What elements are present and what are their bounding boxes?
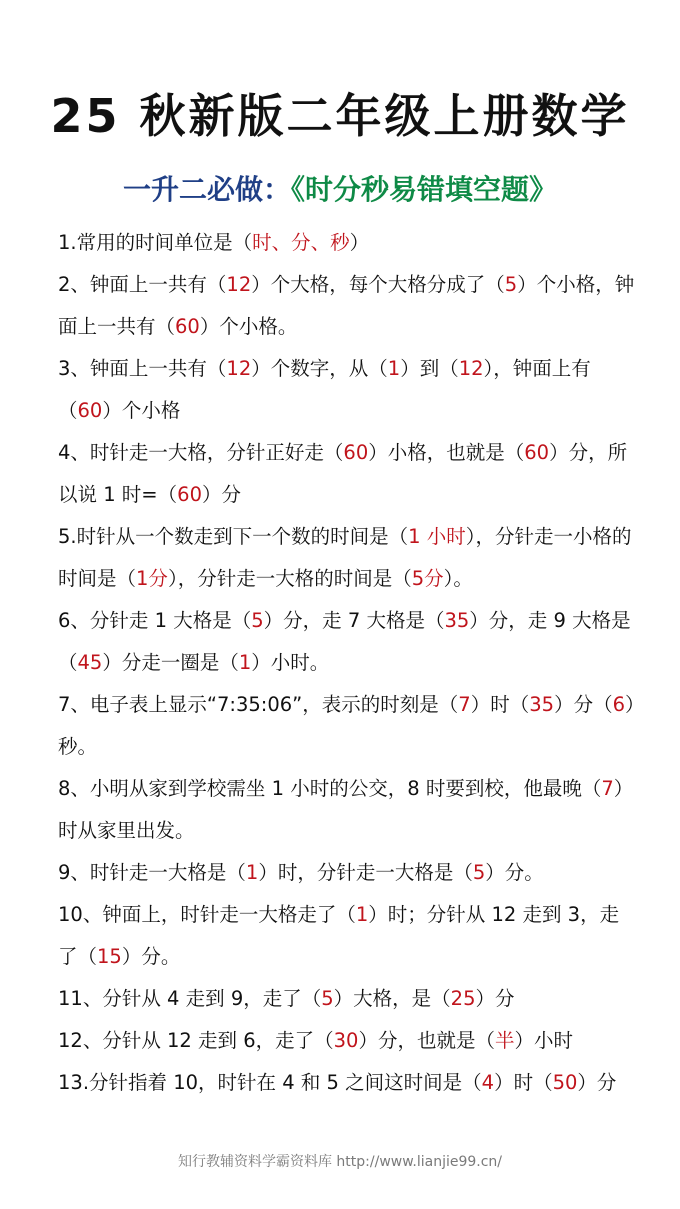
question-text: ），钟面上有（ xyxy=(58,357,591,422)
answer-text: 60 xyxy=(343,441,369,464)
answer-text: 5 xyxy=(251,609,264,632)
question-text: 5.时针从一个数走到下一个数的时间是（ xyxy=(58,525,409,548)
question-text: ）。 xyxy=(443,567,473,590)
question-item xyxy=(58,768,638,852)
answer-text: 60 xyxy=(77,399,103,422)
question-item xyxy=(58,852,638,894)
answer-text: 半 xyxy=(494,1029,515,1052)
answer-text: 12 xyxy=(226,357,252,380)
question-text: ）分 xyxy=(201,483,241,506)
question-text: ）分 xyxy=(577,1071,617,1094)
question-text: ）个小格，钟面上一共有（ xyxy=(58,273,635,338)
question-item xyxy=(58,684,638,768)
question-text: 10、钟面上，时针走一大格走了（ xyxy=(58,903,356,926)
answer-text: 4 xyxy=(481,1071,495,1094)
question-text: 4、时针走一大格，分针正好走（ xyxy=(58,441,344,464)
question-text: ），分针走一小格的时间是（ xyxy=(58,525,632,590)
question-text: 9、时针走一大格是（ xyxy=(58,861,246,884)
answer-text: 5分 xyxy=(411,567,444,590)
subtitle-highlight: 《时分秒易错填空题》 xyxy=(291,173,558,206)
answer-text: 12 xyxy=(226,273,252,296)
question-item xyxy=(58,516,638,600)
question-text: ）秒。 xyxy=(58,693,635,758)
question-text: 2、钟面上一共有（ xyxy=(58,273,227,296)
answer-text: 1分 xyxy=(136,567,168,590)
question-text: ）分（ xyxy=(554,693,613,716)
question-list xyxy=(58,222,638,1104)
answer-text: 12 xyxy=(458,357,484,380)
question-text: ），分针走一大格的时间是（ xyxy=(167,567,412,590)
question-text: 11、分针从 4 走到 9，走了（ xyxy=(58,987,322,1010)
question-item xyxy=(58,600,638,684)
answer-text: 7 xyxy=(601,777,614,800)
question-text: ）时从家里出发。 xyxy=(58,777,634,842)
answer-text: 7 xyxy=(458,693,471,716)
answer-text: 15 xyxy=(97,945,122,968)
question-text: ）分，走 9 大格是（ xyxy=(58,609,631,674)
answer-text: 5 xyxy=(504,273,518,296)
subtitle xyxy=(0,170,680,210)
answer-text: 1 xyxy=(238,651,252,674)
answer-text: 50 xyxy=(552,1071,578,1094)
question-text: ）分走一圈是（ xyxy=(102,651,239,674)
question-text: ）分，也就是（ xyxy=(358,1029,495,1052)
answer-text: 时、分、秒 xyxy=(252,231,350,254)
question-item xyxy=(58,348,638,432)
question-text: 3、钟面上一共有（ xyxy=(58,357,227,380)
question-text: ） xyxy=(349,231,370,254)
answer-text: 1 小时 xyxy=(408,525,466,548)
answer-text: 60 xyxy=(175,315,200,338)
question-text: 7、电子表上显示“7:35:06”，表示的时刻是（ xyxy=(58,693,459,716)
answer-text: 35 xyxy=(529,693,555,716)
subtitle-prefix: 一升二必做： xyxy=(122,173,291,206)
question-text: ）时（ xyxy=(470,693,530,716)
question-text: 6、分针走 1 大格是（ xyxy=(58,609,252,632)
question-text: ）小格，也就是（ xyxy=(368,441,525,464)
answer-text: 35 xyxy=(444,609,470,632)
answer-text: 1 xyxy=(245,861,259,884)
question-text: ）个大格，每个大格分成了（ xyxy=(251,273,505,296)
question-text: ）分。 xyxy=(121,945,181,968)
question-text: ）时；分针从 12 走到 3，走了（ xyxy=(58,903,620,968)
question-text: 13.分针指着 10，时针在 4 和 5 之间这时间是（ xyxy=(58,1071,482,1094)
question-item xyxy=(58,894,638,978)
answer-text: 45 xyxy=(77,651,103,674)
answer-text: 60 xyxy=(524,441,550,464)
question-text: ）分 xyxy=(475,987,515,1010)
question-item xyxy=(58,1062,638,1104)
answer-text: 1 xyxy=(387,357,401,380)
footer-watermark: 知行教辅资料学霸资料库 http://www.lianjie99.cn/ xyxy=(177,1154,503,1170)
answer-text: 5 xyxy=(321,987,334,1010)
page-title: 25 秋新版二年级上册数学 xyxy=(50,89,630,143)
answer-text: 6 xyxy=(612,693,625,716)
answer-text: 30 xyxy=(333,1029,359,1052)
question-text: ）时，分针走一大格是（ xyxy=(258,861,473,884)
question-text: ）小时 xyxy=(514,1029,574,1052)
answer-text: 1 xyxy=(355,903,369,926)
question-text: ）分。 xyxy=(485,861,544,884)
question-text: ）分，走 7 大格是（ xyxy=(263,609,445,632)
question-text: ）个数字，从（ xyxy=(251,357,388,380)
question-text: ）个小格。 xyxy=(199,315,298,338)
question-item xyxy=(58,978,638,1020)
question-item xyxy=(58,222,638,264)
question-item xyxy=(58,432,638,516)
answer-text: 60 xyxy=(177,483,202,506)
question-text: 1.常用的时间单位是（ xyxy=(58,231,253,254)
answer-text: 25 xyxy=(450,987,476,1010)
question-item xyxy=(58,264,638,348)
question-text: ）分，所以说 1 时=（ xyxy=(58,441,628,506)
answer-text: 5 xyxy=(472,861,486,884)
question-text: ）到（ xyxy=(400,357,459,380)
question-text: 8、小明从家到学校需坐 1 小时的公交，8 时要到校，他最晚（ xyxy=(58,777,602,800)
question-text: ）时（ xyxy=(494,1071,553,1094)
question-text: ）大格，是（ xyxy=(333,987,451,1010)
question-text: ）小时。 xyxy=(251,651,330,674)
question-item xyxy=(58,1020,638,1062)
question-text: 12、分针从 12 走到 6，走了（ xyxy=(58,1029,334,1052)
question-text: ）个小格 xyxy=(102,399,181,422)
